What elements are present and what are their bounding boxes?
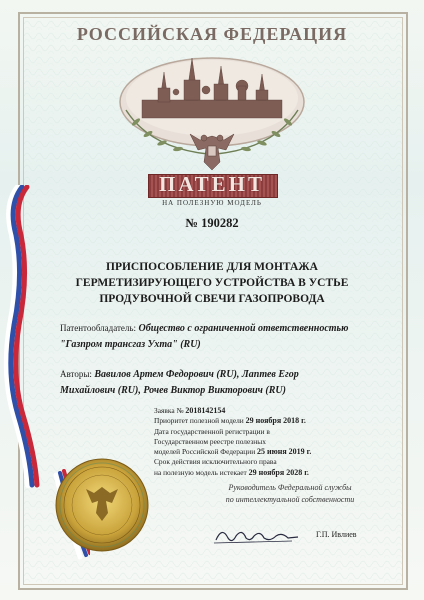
title-line: ПРОДУВОЧНОЙ СВЕЧИ ГАЗОПРОВОДА: [99, 293, 325, 305]
validity-row: [154, 468, 394, 478]
handwritten-signature: [212, 522, 302, 548]
owner-name-line2: "Газпром трансгаз Ухта" (RU): [60, 339, 201, 350]
priority-row: [154, 416, 394, 426]
patent-number: 190282: [201, 216, 239, 230]
validity-line2: на полезную модель истекает: [154, 467, 247, 477]
state-reg-date: 25 июня 2019 г.: [257, 447, 312, 457]
application-label: Заявка №: [154, 406, 184, 415]
validity-date: 29 ноября 2028 г.: [248, 467, 309, 477]
patent-owner: [60, 320, 380, 353]
priority-date: 29 ноября 2018 г.: [245, 416, 306, 426]
signatory-role-line1: Руководитель Федеральной службы: [228, 483, 352, 492]
priority-label: Приоритет полезной модели: [154, 416, 244, 426]
title-line: ПРИСПОСОБЛЕНИЕ ДЛЯ МОНТАЖА: [106, 261, 318, 273]
owner-label: Патентообладатель:: [60, 323, 137, 333]
title-line: ГЕРМЕТИЗИРУЮЩЕГО УСТРОЙСТВА В УСТЬЕ: [75, 277, 349, 289]
signatory-role-line2: по интеллектуальной собственности: [225, 495, 355, 504]
state-reg-line2: Государственном реестре полезных: [154, 436, 266, 446]
patent-subtitle: НА ПОЛЕЗНУЮ МОДЕЛЬ: [162, 199, 262, 207]
kremlin-panorama-emblem: [90, 40, 334, 185]
patent-title: ПАТЕНТ: [158, 172, 265, 196]
owner-name-line1: Общество с ограниченной ответственностью: [138, 323, 349, 334]
authors-line2: Михайлович (RU), Рочев Виктор Викторович (RU): [60, 385, 286, 396]
signatory-name: Г.П. Ивлиев: [316, 530, 357, 539]
number-prefix: №: [185, 216, 198, 230]
registration-details: [154, 406, 394, 478]
state-reg-row: [154, 447, 394, 457]
authors-line1: Вавилов Артем Федорович (RU), Лаптев Егор: [94, 369, 299, 380]
golden-seal: [52, 455, 152, 555]
signatory-role: [190, 482, 390, 506]
application-row: [154, 406, 394, 416]
validity-line1: Срок действия исключительного права: [154, 457, 277, 467]
authors-block: [60, 366, 380, 399]
state-reg-line3: моделей Российской Федерации: [154, 447, 256, 457]
application-number: 2018142154: [185, 406, 226, 415]
state-reg-line1: Дата государственной регистрации в: [154, 426, 270, 436]
country-header: РОССИЙСКАЯ ФЕДЕРАЦИЯ: [76, 24, 348, 44]
invention-title: [40, 259, 384, 307]
authors-label: Авторы:: [60, 369, 92, 379]
